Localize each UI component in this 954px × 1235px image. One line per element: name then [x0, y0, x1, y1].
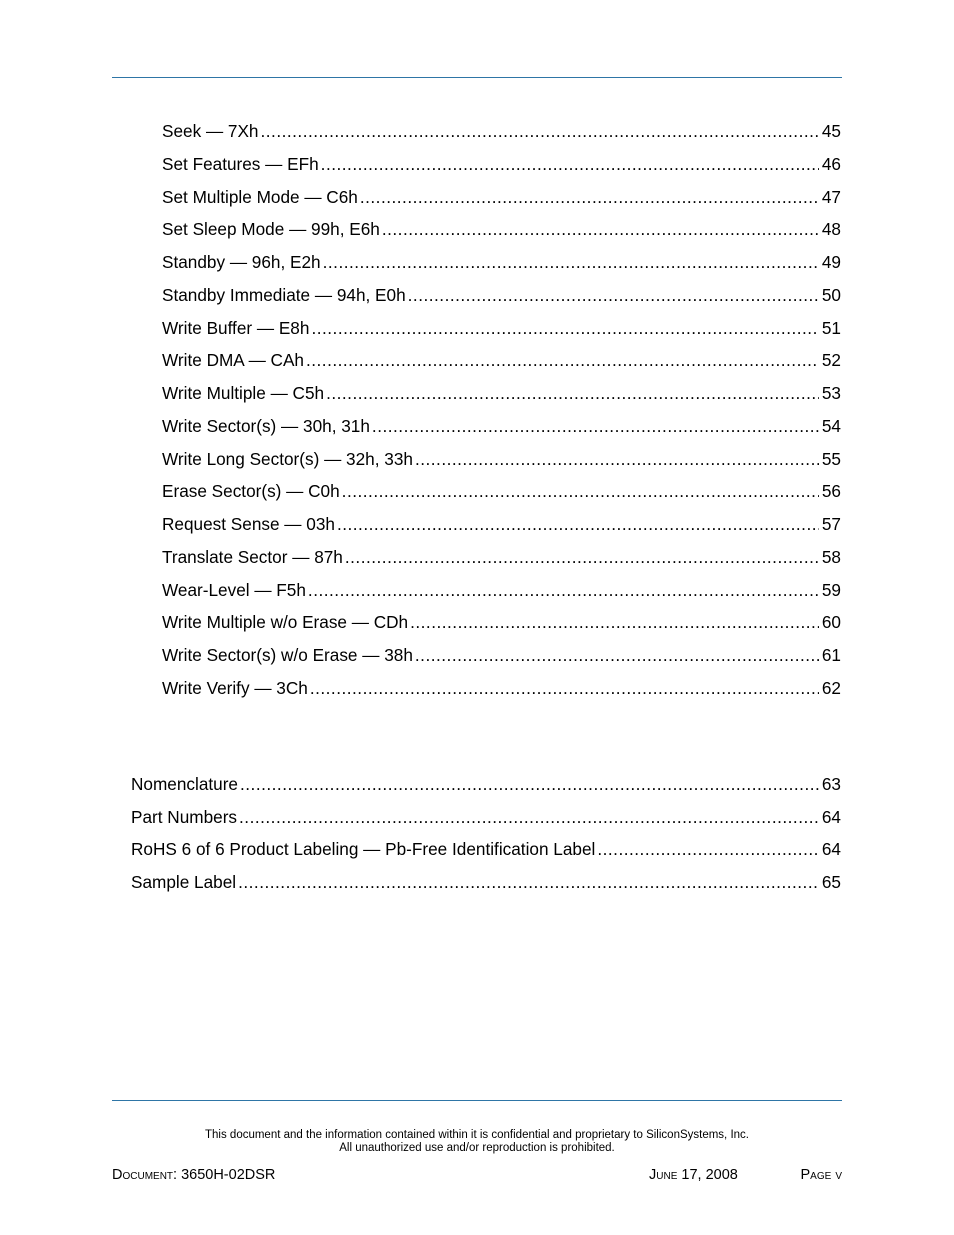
toc-entry-label: Standby Immediate — 94h, E0h: [162, 285, 406, 305]
dot-leader: [261, 120, 819, 142]
toc-entry-page: 60: [821, 612, 841, 632]
toc-entry-page: 51: [821, 318, 841, 338]
toc-entry-page: 46: [821, 154, 841, 174]
dot-leader: [337, 513, 819, 535]
toc-entry-label: Translate Sector — 87h: [162, 547, 343, 567]
toc-entry-page: 64: [821, 839, 841, 859]
toc-entry-page: 61: [821, 645, 841, 665]
dot-leader: [597, 838, 819, 860]
toc-entry-page: 57: [821, 514, 841, 534]
toc-entry-page: 52: [821, 350, 841, 370]
toc-entry-page: 53: [821, 383, 841, 403]
toc-entry-page: 63: [821, 774, 841, 794]
toc-entry[interactable]: [162, 644, 841, 666]
toc-entry-label: Request Sense — 03h: [162, 514, 335, 534]
toc-entry-label: Write Multiple w/o Erase — CDh: [162, 612, 409, 632]
dot-leader: [239, 806, 819, 828]
toc-entry-label: Sample Label: [131, 872, 237, 892]
header-rule: [112, 77, 842, 78]
toc-entry-label: Part Numbers: [131, 807, 238, 827]
dot-leader: [311, 317, 818, 339]
dot-leader: [240, 773, 819, 795]
toc-entry-label: Write Long Sector(s) — 32h, 33h: [162, 449, 413, 469]
dot-leader: [323, 251, 819, 273]
toc-entry-label: Wear-Level — F5h: [162, 580, 306, 600]
toc-entry[interactable]: [162, 513, 841, 535]
dot-leader: [410, 611, 819, 633]
toc-entry[interactable]: [131, 806, 841, 828]
dot-leader: [306, 349, 819, 371]
dot-leader: [408, 284, 819, 306]
toc-entry-label: Write Multiple — C5h: [162, 383, 325, 403]
dot-leader: [321, 153, 819, 175]
toc-entry-page: 50: [821, 285, 841, 305]
dot-leader: [415, 448, 819, 470]
toc-entry-page: 48: [821, 219, 841, 239]
toc-entry[interactable]: [162, 284, 841, 306]
toc-entry[interactable]: [162, 677, 841, 699]
toc-entry[interactable]: [162, 317, 841, 339]
dot-leader: [342, 480, 819, 502]
toc-entry-page: 56: [821, 481, 841, 501]
toc-entry-label: RoHS 6 of 6 Product Labeling — Pb-Free Identification Label: [131, 839, 596, 859]
toc-entry-page: 62: [821, 678, 841, 698]
toc-entry[interactable]: [162, 218, 841, 240]
toc-entry-page: 65: [821, 872, 841, 892]
dot-leader: [382, 218, 819, 240]
toc-entry-page: 55: [821, 449, 841, 469]
document-number: Document: 3650H-02DSR: [112, 1167, 276, 1183]
toc-entry-label: Write Buffer — E8h: [162, 318, 310, 338]
toc-entry-label: Write Sector(s) w/o Erase — 38h: [162, 645, 413, 665]
toc-entry[interactable]: [162, 611, 841, 633]
toc-entry-page: 47: [821, 187, 841, 207]
toc-entry[interactable]: [162, 546, 841, 568]
toc-entry-page: 64: [821, 807, 841, 827]
dot-leader: [360, 186, 819, 208]
toc-entry-label: Seek — 7Xh: [162, 121, 259, 141]
toc-entry[interactable]: [131, 871, 841, 893]
toc-entry[interactable]: [131, 838, 841, 860]
toc-entry-label: Write DMA — CAh: [162, 350, 304, 370]
toc-entry-label: Set Features — EFh: [162, 154, 319, 174]
toc-entry-label: Standby — 96h, E2h: [162, 252, 321, 272]
dot-leader: [415, 644, 819, 666]
toc-entry[interactable]: [162, 415, 841, 437]
toc-entry-page: 45: [821, 121, 841, 141]
toc-entry[interactable]: [162, 120, 841, 142]
toc-entry-page: 49: [821, 252, 841, 272]
toc-entry-page: 54: [821, 416, 841, 436]
document-date: June 17, 2008: [649, 1167, 738, 1183]
toc-entry[interactable]: [162, 153, 841, 175]
toc-entry[interactable]: [162, 251, 841, 273]
dot-leader: [238, 871, 819, 893]
toc-entry-label: Set Sleep Mode — 99h, E6h: [162, 219, 380, 239]
confidentiality-notice: [0, 1129, 954, 1154]
footer-rule: [112, 1100, 842, 1101]
toc-entry[interactable]: [162, 448, 841, 470]
toc-entry-label: Write Sector(s) — 30h, 31h: [162, 416, 370, 436]
confidentiality-notice-line: This document and the information contained within it is confidential and proprietary to SiliconSystems, Inc.: [205, 1129, 749, 1141]
confidentiality-notice-line: All unauthorized use and/or reproduction is prohibited.: [339, 1141, 615, 1154]
toc-entry-label: Set Multiple Mode — C6h: [162, 187, 358, 207]
toc-entry[interactable]: [162, 579, 841, 601]
toc-entry-page: 58: [821, 547, 841, 567]
page-number: Page v: [800, 1167, 842, 1183]
toc-entry-label: Write Verify — 3Ch: [162, 678, 308, 698]
toc-entry[interactable]: [131, 773, 841, 795]
dot-leader: [345, 546, 819, 568]
toc-entry-label: Erase Sector(s) — C0h: [162, 481, 340, 501]
toc-entry-label: Nomenclature: [131, 774, 238, 794]
dot-leader: [308, 579, 819, 601]
toc-entry[interactable]: [162, 480, 841, 502]
toc-entry-page: 59: [821, 580, 841, 600]
toc-entry[interactable]: [162, 349, 841, 371]
toc-entry[interactable]: [162, 186, 841, 208]
dot-leader: [310, 677, 819, 699]
dot-leader: [372, 415, 819, 437]
dot-leader: [326, 382, 819, 404]
toc-entry[interactable]: [162, 382, 841, 404]
